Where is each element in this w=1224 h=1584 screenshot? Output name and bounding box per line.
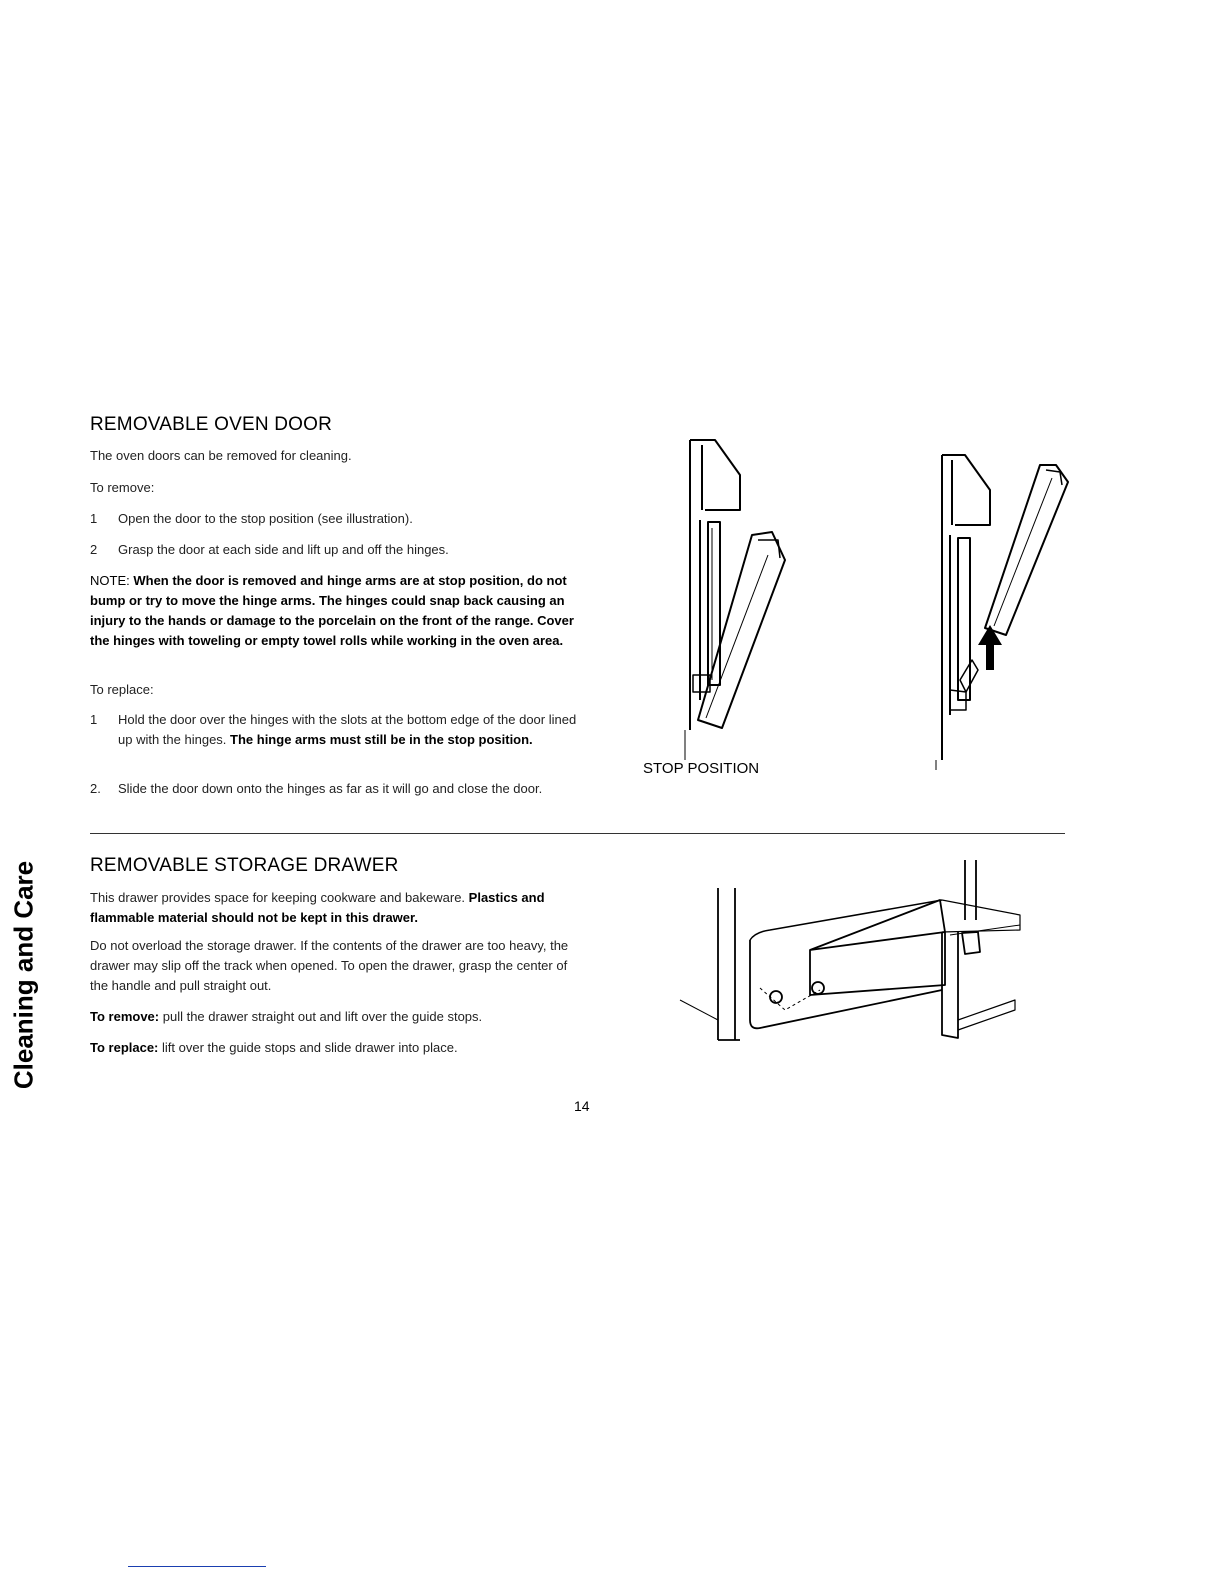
oven-door-intro: The oven doors can be removed for cleaning. <box>90 448 352 463</box>
bottom-link-underline <box>128 1566 266 1567</box>
storage-drawer-replace <box>90 1038 580 1058</box>
sidebar-label-text: Cleaning and Care <box>8 860 39 1090</box>
storage-drawer-intro <box>90 888 580 928</box>
step-number: 1 <box>90 712 98 727</box>
storage-drawer-title: REMOVABLE STORAGE DRAWER <box>90 855 399 876</box>
stop-position-caption: STOP POSITION <box>643 760 760 777</box>
remove-label: To remove: <box>90 1009 160 1024</box>
note-text: When the door is removed and hinge arms are at stop position, do not bump or try to move the hinge arms. The hinges could snap back causing an injury to the hands or damage to the porcelain on the front of the range. Cover the hinges with toweling or empty towel rolls while working in the oven area. <box>90 573 574 648</box>
step-number: 2. <box>90 781 101 796</box>
intro-text: This drawer provides space for keeping cookware and bakeware. <box>90 890 466 905</box>
step-text: Open the door to the stop position (see illustration). <box>118 511 413 526</box>
oven-door-replace-heading: To replace: <box>90 682 154 697</box>
replace-step-2 <box>90 779 580 799</box>
replace-label: To replace: <box>90 1040 159 1055</box>
step-number: 2 <box>90 542 98 557</box>
intro-warning: Plastics and flammable material should not be kept in this drawer. <box>90 890 545 925</box>
oven-door-remove-heading: To remove: <box>90 480 155 495</box>
oven-door-note <box>90 571 580 651</box>
replace-step1-text: Hold the door over the hinges with the slots at the bottom edge of the door lined up with the hinges. <box>118 712 577 747</box>
step-number: 1 <box>90 511 98 526</box>
step-text <box>118 710 580 750</box>
storage-drawer-remove <box>90 1007 580 1027</box>
storage-drawer-illustration <box>680 860 1030 1045</box>
step-text: Slide the door down onto the hinges as far as it will go and close the door. <box>118 781 543 796</box>
section-divider <box>90 833 1065 834</box>
replace-step1-warning: The hinge arms must still be in the stop position. <box>230 732 533 747</box>
page-number: 14 <box>574 1098 590 1114</box>
remove-step-2 <box>90 540 580 560</box>
sidebar-section-label <box>6 835 42 1115</box>
note-label: NOTE: <box>90 573 130 588</box>
storage-drawer-overload: Do not overload the storage drawer. If the contents of the drawer are too heavy, the drawer may slip off the track when opened. To open the drawer, grasp the center of the handle and pull straight out. <box>90 938 569 993</box>
remove-step-1 <box>90 509 580 529</box>
oven-door-title: REMOVABLE OVEN DOOR <box>90 414 333 435</box>
remove-text: pull the drawer straight out and lift over the guide stops. <box>162 1009 483 1024</box>
replace-step-1 <box>90 710 580 750</box>
oven-door-stop-position-illustration <box>660 430 1080 780</box>
step-text: Grasp the door at each side and lift up and off the hinges. <box>118 542 449 557</box>
replace-text: lift over the guide stops and slide drawer into place. <box>162 1040 458 1055</box>
